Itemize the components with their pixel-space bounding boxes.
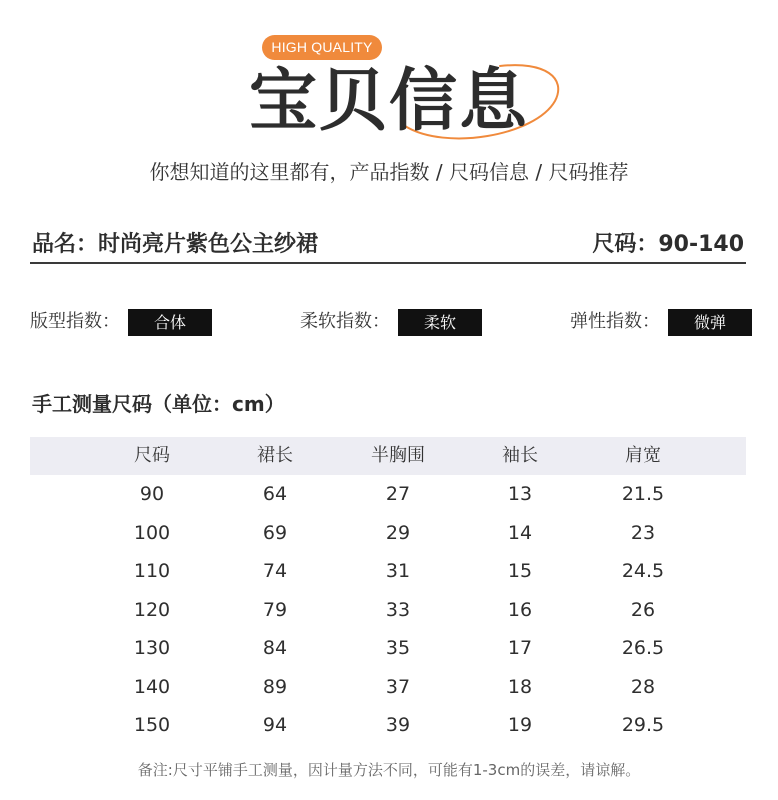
- measurement-section-title: 手工测量尺码（单位：cm）: [32, 392, 285, 416]
- table-cell: 74: [262, 560, 288, 582]
- page-title: 宝贝信息: [248, 62, 529, 141]
- table-cell: 84: [262, 637, 288, 659]
- elasticity-index-value: 微弹: [668, 309, 752, 336]
- table-row: [30, 514, 746, 553]
- column-header-size: 尺码: [134, 445, 170, 466]
- table-row: [30, 475, 746, 514]
- elasticity-index: [570, 308, 752, 336]
- table-cell: 39: [385, 714, 411, 736]
- table-cell: 69: [262, 521, 288, 544]
- size-table: [30, 437, 746, 745]
- table-cell: 24.5: [621, 560, 665, 582]
- table-cell: 31: [385, 560, 411, 582]
- product-size-range: 尺码：90-140: [592, 232, 744, 257]
- table-row: [30, 706, 746, 745]
- table-row: [30, 629, 746, 668]
- softness-index: [300, 308, 482, 336]
- table-cell: 90: [139, 483, 165, 505]
- table-cell: 35: [385, 637, 411, 659]
- table-cell: 89: [262, 675, 288, 698]
- table-cell: 15: [507, 560, 533, 582]
- table-cell: 19: [507, 714, 533, 736]
- page-subtitle: 你想知道的这里都有，产品指数 / 尺码信息 / 尺码推荐: [149, 160, 629, 184]
- table-row: [30, 591, 746, 630]
- table-cell: 120: [133, 598, 171, 621]
- table-cell: 23: [630, 521, 656, 544]
- table-cell: 26: [630, 598, 656, 621]
- table-cell: 29: [385, 521, 411, 544]
- column-header-shoulder-width: 肩宽: [625, 445, 661, 466]
- table-cell: 94: [262, 714, 288, 736]
- column-header-half-bust: 半胸围: [371, 445, 425, 466]
- table-cell: 28: [630, 675, 656, 698]
- fit-index-value: 合体: [128, 309, 212, 336]
- table-cell: 29.5: [621, 714, 665, 736]
- table-cell: 150: [133, 714, 171, 736]
- table-cell: 18: [507, 675, 533, 698]
- fit-index: [30, 308, 212, 336]
- table-cell: 37: [385, 675, 411, 698]
- quality-badge: HIGH QUALITY: [262, 35, 382, 60]
- table-row: [30, 668, 746, 707]
- table-cell: 26.5: [621, 637, 665, 659]
- table-cell: 33: [385, 598, 411, 621]
- table-cell: 14: [507, 521, 533, 544]
- fit-index-label: 版型指数：: [30, 311, 120, 332]
- table-cell: 110: [133, 560, 171, 582]
- table-cell: 64: [262, 483, 288, 505]
- column-header-sleeve-length: 袖长: [502, 445, 538, 466]
- table-cell: 79: [262, 598, 288, 621]
- table-cell: 13: [507, 483, 533, 505]
- softness-index-value: 柔软: [398, 309, 482, 336]
- column-header-skirt-length: 裙长: [257, 445, 293, 466]
- product-name: 品名：时尚亮片紫色公主纱裙: [32, 232, 319, 257]
- table-cell: 27: [385, 483, 411, 505]
- table-cell: 130: [133, 637, 171, 659]
- elasticity-index-label: 弹性指数：: [570, 311, 660, 332]
- table-cell: 16: [507, 598, 533, 621]
- softness-index-label: 柔软指数：: [300, 311, 390, 332]
- table-cell: 140: [133, 675, 171, 698]
- table-row: [30, 552, 746, 591]
- table-cell: 17: [507, 637, 533, 659]
- product-info-row: [30, 230, 746, 264]
- table-cell: 21.5: [621, 483, 665, 505]
- measurement-note: 备注:尺寸平铺手工测量，因计量方法不同，可能有1-3cm的误差，请谅解。: [137, 761, 641, 779]
- table-cell: 100: [133, 521, 171, 544]
- table-header-row: [30, 437, 746, 475]
